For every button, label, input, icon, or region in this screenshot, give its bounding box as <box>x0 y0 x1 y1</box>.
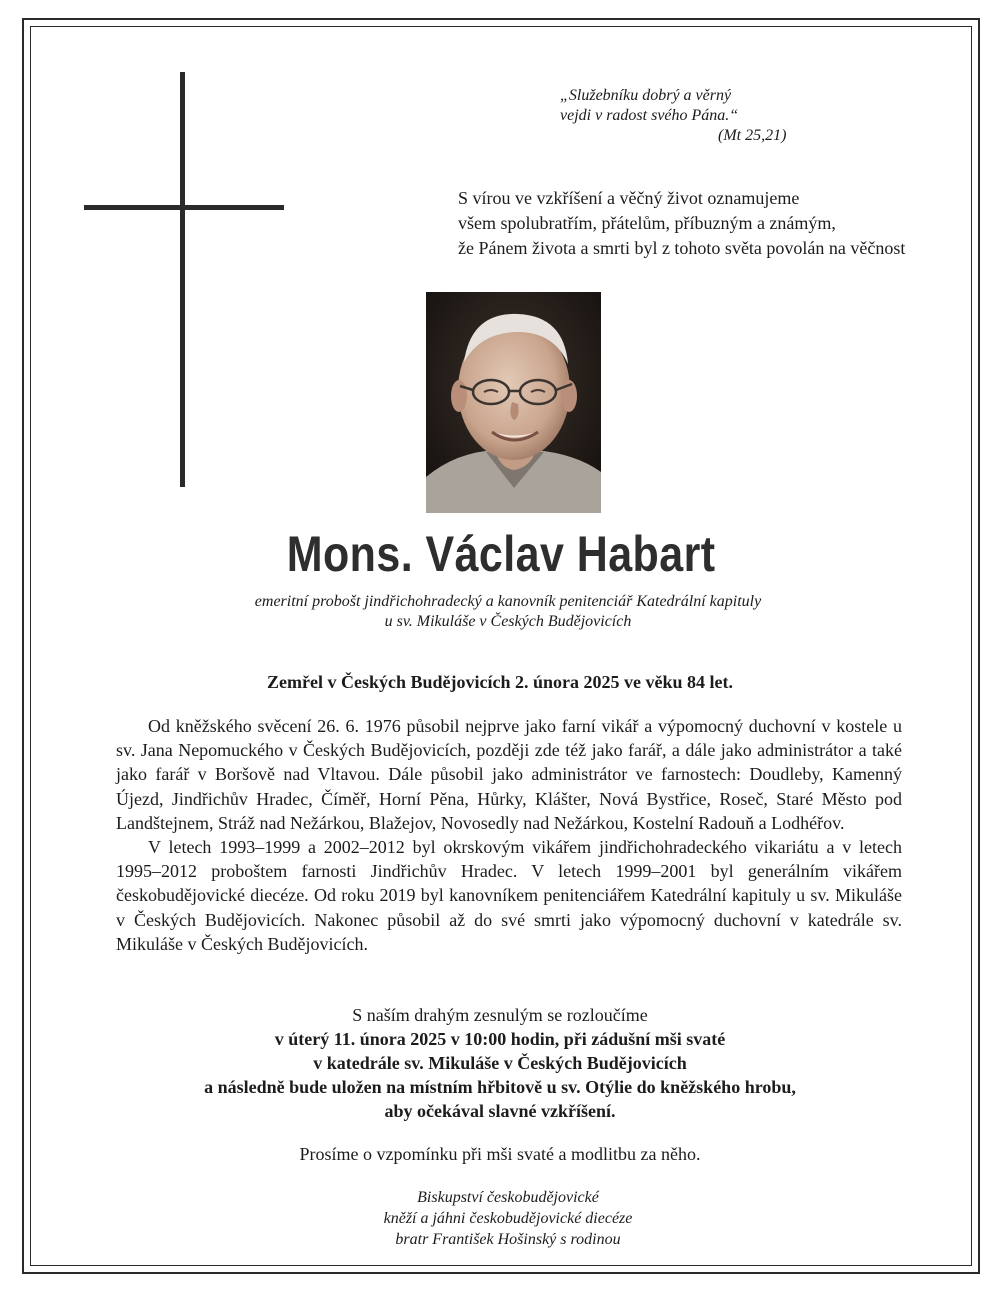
signatories <box>0 1187 1000 1250</box>
farewell-details <box>0 1003 1000 1123</box>
prayer-request: Prosíme o vzpomínku při mši svaté a modlitbu za něho. <box>299 1144 701 1164</box>
title-line-2: u sv. Mikuláše v Českých Budějovicích <box>384 613 632 630</box>
biography <box>116 714 902 956</box>
farewell-line-2: v katedrále sv. Mikuláše v Českých Budějovicích <box>313 1053 687 1073</box>
signatory-line-2: kněží a jáhni českobudějovické diecéze <box>383 1210 633 1227</box>
farewell-line-1: v úterý 11. února 2025 v 10:00 hodin, při zádušní mši svaté <box>274 1029 726 1049</box>
quote-line-1: „Služebníku dobrý a věrný <box>560 87 732 104</box>
farewell-intro: S naším drahým zesnulým se rozloučíme <box>352 1005 648 1025</box>
quote-reference: (Mt 25,21) <box>718 127 787 144</box>
announcement <box>458 186 978 261</box>
announcement-line-2: všem spolubratřím, přátelům, příbuzným a známým, <box>458 213 836 233</box>
farewell-line-4: aby očekával slavné vzkříšení. <box>384 1101 616 1121</box>
biography-paragraph-1: Od kněžského svěcení 26. 6. 1976 působil nejprve jako farní vikář a výpomocný duchovní v kostele u sv. Jana Nepomuckého v Českých Budějovicích, později zde též jako farář, a dále jako administrátor a také jako farář v Boršově nad Vltavou. Dále působil jako administrátor ve farnostech: Doudleby, Kamenný Újezd, Jindřichův Hradec, Číměř, Horní Pěna, Hůrky, Klášter, Nová Bystřice, Roseč, Staré Město pod Landštejnem, Stráž nad Nežárkou, Blažejov, Novosedly nad Nežárkou, Kostelní Radouň a Lodhéřov. <box>116 716 902 833</box>
signatory-line-1: Biskupství českobudějovické <box>417 1189 599 1206</box>
death-notice: Zemřel v Českých Budějovicích 2. února 2025 ve věku 84 let. <box>267 672 733 692</box>
biography-paragraph-2: V letech 1993–1999 a 2002–2012 byl okrskovým vikářem jindřichohradeckého vikariátu a v letech 1995–2012 proboštem farnosti Jindřichův Hradec. V letech 1999–2001 byl generálním vikářem českobudějovické diecéze. Od roku 2019 byl kanovníkem penitenciářem Katedrální kapituly u sv. Mikuláše v Českých Budějovicích. Nakonec působil až do své smrti jako výpomocný duchovní v katedrále sv. Mikuláše v Českých Budějovicích. <box>116 837 902 954</box>
cross-vertical-bar <box>180 72 185 487</box>
portrait-photo <box>426 292 601 513</box>
quote-line-2: vejdi v radost svého Pána.“ <box>560 107 739 124</box>
announcement-line-3: že Pánem života a smrti byl z tohoto světa povolán na věčnost <box>458 238 906 258</box>
deceased-title <box>0 592 1000 632</box>
deceased-name: Mons. Václav Habart <box>286 526 716 582</box>
farewell-line-3: a následně bude uložen na místním hřbitově u sv. Otýlie do kněžského hrobu, <box>204 1077 796 1097</box>
announcement-line-1: S vírou ve vzkříšení a věčný život oznamujeme <box>458 188 800 208</box>
title-line-1: emeritní probošt jindřichohradecký a kanovník penitenciář Katedrální kapituly <box>254 593 762 610</box>
bible-quote <box>560 86 860 146</box>
portrait-illustration <box>426 292 601 513</box>
signatory-line-3: bratr František Hošinský s rodinou <box>395 1231 621 1248</box>
cross-horizontal-bar <box>84 205 284 210</box>
